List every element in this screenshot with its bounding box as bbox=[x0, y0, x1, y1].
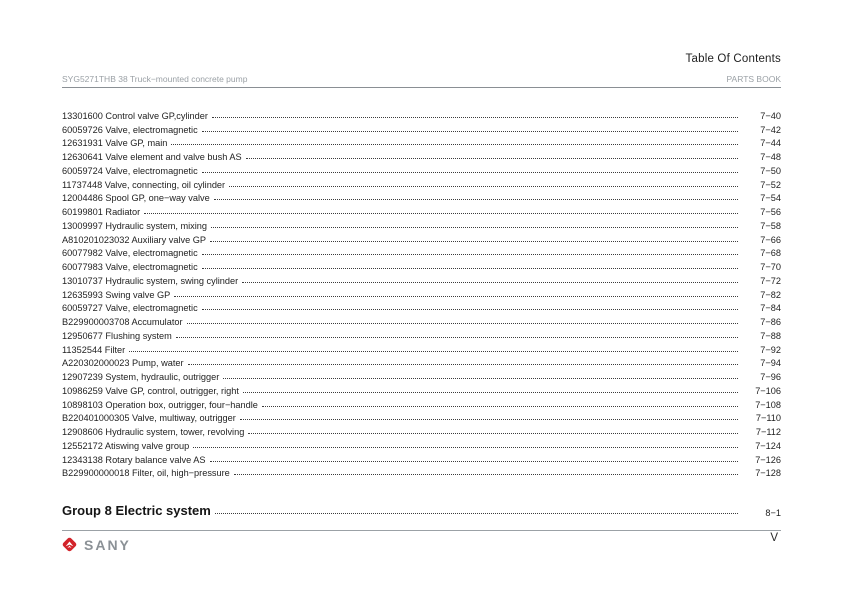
toc-entry-page: 7−86 bbox=[760, 317, 781, 327]
model-name: SYG5271THB 38 Truck−mounted concrete pump bbox=[62, 74, 248, 84]
toc-entry-label: 11352544 Filter bbox=[62, 344, 126, 355]
dotted-leader bbox=[242, 282, 738, 283]
toc-entry-page: 7−110 bbox=[755, 413, 781, 424]
toc-entry-label: 12908606 Hydraulic system, tower, revolving bbox=[62, 427, 245, 437]
dotted-leader bbox=[243, 392, 738, 393]
toc-entry[interactable] bbox=[62, 217, 781, 231]
toc-entry-label: 12950677 Flushing system bbox=[62, 330, 172, 341]
toc-entry-label: 10898103 Operation box, outrigger, four−handle bbox=[62, 399, 258, 410]
toc-entry-label: 60077982 Valve, electromagnetic bbox=[62, 248, 198, 259]
toc-entry-label: 60059727 Valve, electromagnetic bbox=[62, 303, 198, 314]
toc-entry-page: 7−68 bbox=[760, 248, 781, 259]
toc-entry-page: 7−88 bbox=[760, 330, 781, 341]
toc-entry-label: B229900003708 Accumulator bbox=[62, 317, 183, 327]
dotted-leader bbox=[129, 351, 738, 352]
toc-entry-page: 7−72 bbox=[760, 275, 781, 286]
toc-entry[interactable] bbox=[62, 355, 781, 369]
toc-entry[interactable] bbox=[62, 107, 781, 121]
dotted-leader bbox=[229, 186, 738, 187]
sany-wordmark: SANY bbox=[84, 536, 131, 553]
toc-entry-label: 12004486 Spool GP, one−way valve bbox=[62, 193, 210, 204]
toc-entry-page: 7−96 bbox=[760, 372, 781, 382]
toc-entry-label: 13010737 Hydraulic system, swing cylinder bbox=[62, 275, 239, 286]
toc-entry[interactable] bbox=[62, 162, 781, 176]
toc-entry-label: 12635993 Swing valve GP bbox=[62, 289, 171, 300]
toc-entry[interactable] bbox=[62, 231, 781, 245]
footer-divider bbox=[62, 530, 781, 531]
dotted-leader bbox=[176, 337, 738, 338]
toc-entry[interactable] bbox=[62, 190, 781, 204]
toc-entry-label: 13301600 Control valve GP,cylinder bbox=[62, 110, 208, 121]
dotted-leader bbox=[211, 227, 738, 228]
toc-entry[interactable] bbox=[62, 272, 781, 286]
toc-entry-page: 7−82 bbox=[760, 289, 781, 300]
toc-entry-page: 7−112 bbox=[755, 427, 781, 437]
sany-logo-icon bbox=[60, 535, 79, 554]
toc-entry-page: 7−56 bbox=[760, 207, 781, 217]
toc-entry-label: 11737448 Valve, connecting, oil cylinder bbox=[62, 179, 226, 190]
header-divider bbox=[62, 87, 781, 88]
dotted-leader bbox=[223, 378, 738, 379]
toc-entry-label: 12631931 Valve GP, main bbox=[62, 138, 168, 149]
dotted-leader bbox=[214, 199, 738, 200]
toc-entry-page: 7−44 bbox=[760, 138, 781, 149]
dotted-leader bbox=[234, 474, 738, 475]
dotted-leader bbox=[202, 254, 738, 255]
toc-entry-label: B229900000018 Filter, oil, high−pressure bbox=[62, 468, 230, 479]
dotted-leader bbox=[248, 433, 738, 434]
dotted-leader bbox=[262, 406, 738, 407]
toc-entry[interactable] bbox=[62, 410, 781, 424]
dotted-leader bbox=[240, 419, 738, 420]
toc-entry-page: 7−48 bbox=[760, 152, 781, 162]
toc-entry-page: 7−52 bbox=[760, 179, 781, 190]
toc-entry-label: A220302000023 Pump, water bbox=[62, 358, 184, 369]
toc-entry-label: 10986259 Valve GP, control, outrigger, right bbox=[62, 385, 239, 396]
page-title: Table Of Contents bbox=[685, 53, 781, 65]
toc-entry-label: B220401000305 Valve, multiway, outrigger bbox=[62, 413, 236, 424]
toc-entry-page: 7−126 bbox=[755, 454, 781, 465]
toc-entry-label: 12907239 System, hydraulic, outrigger bbox=[62, 372, 220, 382]
toc-entry[interactable] bbox=[62, 300, 781, 314]
dotted-leader bbox=[144, 213, 738, 214]
toc-entry-page: 7−66 bbox=[760, 234, 781, 245]
toc-entry[interactable] bbox=[62, 451, 781, 465]
toc-entry[interactable] bbox=[62, 423, 781, 437]
toc-entry[interactable] bbox=[62, 258, 781, 272]
dotted-leader bbox=[193, 447, 738, 448]
dotted-leader bbox=[202, 172, 738, 173]
toc-entry[interactable] bbox=[62, 245, 781, 259]
toc-group-label: Group 8 Electric system bbox=[62, 503, 211, 518]
sany-logo bbox=[60, 535, 131, 554]
toc-entry-label: 60059724 Valve, electromagnetic bbox=[62, 165, 198, 176]
dotted-leader bbox=[210, 241, 738, 242]
header-subtitle-row bbox=[62, 74, 781, 84]
dotted-leader bbox=[187, 323, 738, 324]
toc-entry[interactable] bbox=[62, 396, 781, 410]
toc-entry[interactable] bbox=[62, 382, 781, 396]
toc-entry[interactable] bbox=[62, 437, 781, 451]
page-number: V bbox=[770, 532, 778, 544]
dotted-leader bbox=[246, 158, 738, 159]
toc-entry[interactable] bbox=[62, 465, 781, 479]
toc-entry-page: 7−94 bbox=[760, 358, 781, 369]
toc-list bbox=[62, 107, 781, 478]
toc-entry-label: 12343138 Rotary balance valve AS bbox=[62, 454, 206, 465]
toc-entry-label: 13009997 Hydraulic system, mixing bbox=[62, 220, 208, 231]
toc-entry-label: 12552172 Atiswing valve group bbox=[62, 440, 190, 451]
toc-entry-label: 12630641 Valve element and valve bush AS bbox=[62, 152, 242, 162]
dotted-leader bbox=[188, 364, 738, 365]
toc-group-page: 8−1 bbox=[765, 508, 781, 518]
dotted-leader bbox=[202, 268, 738, 269]
toc-entry-page: 7−50 bbox=[760, 165, 781, 176]
toc-entry-page: 7−40 bbox=[760, 110, 781, 121]
toc-entry[interactable] bbox=[62, 286, 781, 300]
dotted-leader bbox=[174, 296, 738, 297]
toc-entry-page: 7−54 bbox=[760, 193, 781, 204]
toc-entry-label: 60199801 Radiator bbox=[62, 207, 141, 217]
dotted-leader bbox=[171, 144, 738, 145]
dotted-leader bbox=[215, 513, 738, 514]
toc-entry[interactable] bbox=[62, 135, 781, 149]
toc-entry[interactable] bbox=[62, 368, 781, 382]
toc-entry[interactable] bbox=[62, 327, 781, 341]
toc-entry[interactable] bbox=[62, 176, 781, 190]
toc-entry[interactable] bbox=[62, 148, 781, 162]
dotted-leader bbox=[210, 461, 738, 462]
toc-entry-page: 7−128 bbox=[755, 468, 781, 479]
toc-entry-page: 7−70 bbox=[760, 262, 781, 272]
dotted-leader bbox=[202, 309, 738, 310]
toc-entry-page: 7−108 bbox=[755, 399, 781, 410]
toc-entry-label: A810201023032 Auxiliary valve GP bbox=[62, 234, 207, 245]
toc-entry[interactable] bbox=[62, 203, 781, 217]
dotted-leader bbox=[212, 117, 738, 118]
dotted-leader bbox=[202, 131, 738, 132]
toc-entry-page: 7−106 bbox=[755, 385, 781, 396]
toc-entry-page: 7−124 bbox=[755, 440, 781, 451]
toc-entry[interactable] bbox=[62, 313, 781, 327]
toc-group-heading[interactable] bbox=[62, 501, 781, 518]
toc-entry[interactable] bbox=[62, 121, 781, 135]
toc-entry-page: 7−92 bbox=[760, 344, 781, 355]
toc-entry[interactable] bbox=[62, 341, 781, 355]
toc-entry-page: 7−84 bbox=[760, 303, 781, 314]
book-name: PARTS BOOK bbox=[726, 74, 781, 84]
toc-entry-page: 7−58 bbox=[760, 220, 781, 231]
toc-entry-page: 7−42 bbox=[760, 124, 781, 135]
toc-entry-label: 60059726 Valve, electromagnetic bbox=[62, 124, 198, 135]
toc-entry-label: 60077983 Valve, electromagnetic bbox=[62, 262, 198, 272]
